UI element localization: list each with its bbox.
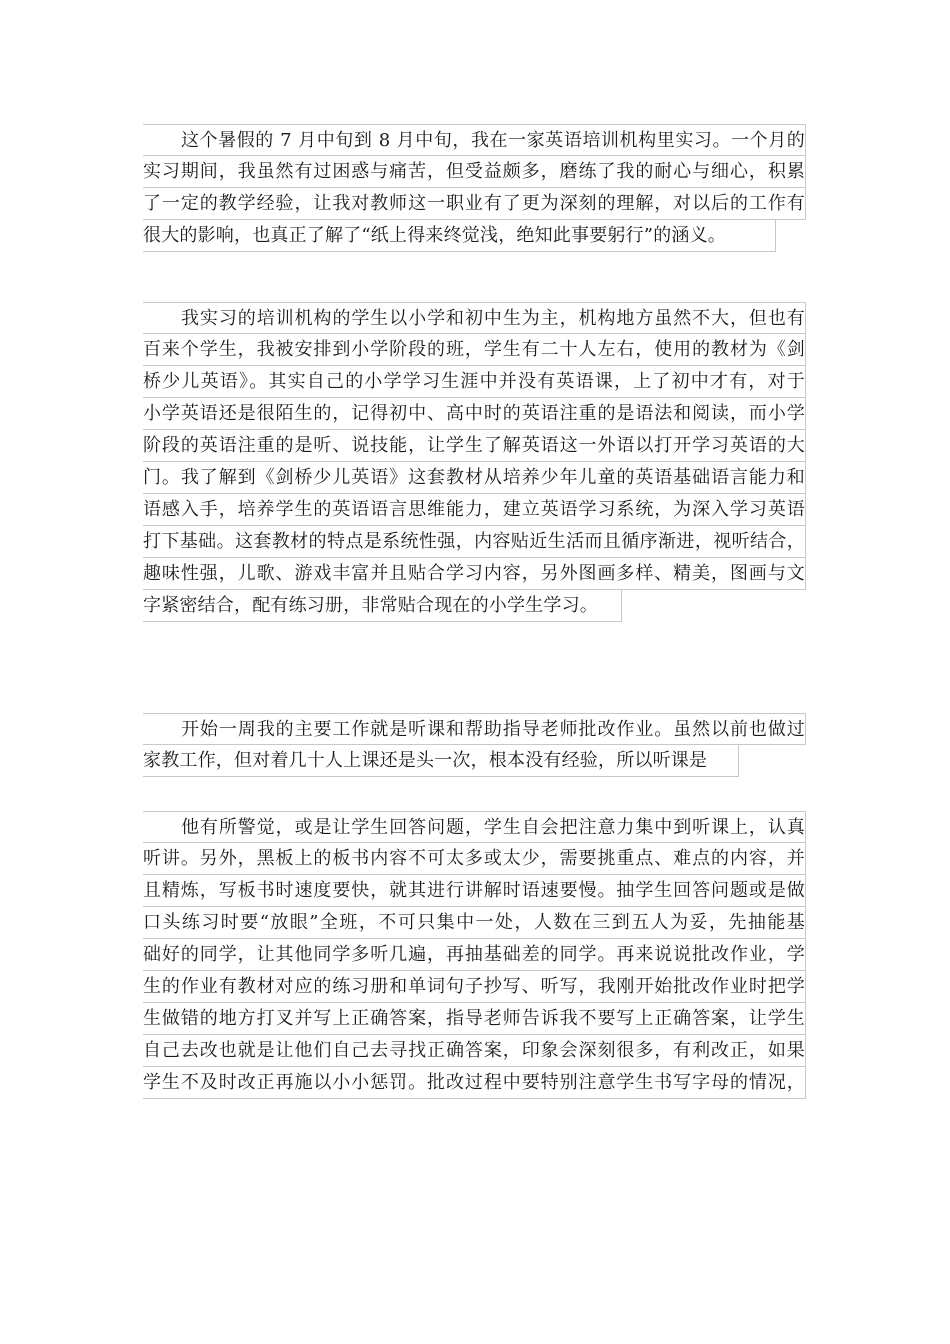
- text-line: 打下基础。这套教材的特点是系统性强，内容贴近生活而且循序渐进，视听结合，: [143, 526, 806, 558]
- text-line: 很大的影响，也真正了解了“纸上得来终觉浅，绝知此事要躬行”的涵义。: [143, 220, 776, 252]
- text-line: 听讲。另外，黑板上的板书内容不可太多或太少，需要挑重点、难点的内容，并: [143, 843, 806, 875]
- text-line: 且精炼，写板书时速度要快，就其进行讲解时语速要慢。抽学生回答问题或是做: [143, 875, 806, 907]
- text-line: 生做错的地方打叉并写上正确答案，指导老师告诉我不要写上正确答案，让学生: [143, 1003, 806, 1035]
- text-line: 字紧密结合，配有练习册，非常贴合现在的小学生学习。: [143, 590, 622, 622]
- text-line: 桥少儿英语》。其实自己的小学学习生涯中并没有英语课，上了初中才有，对于: [143, 366, 806, 398]
- text-line: 阶段的英语注重的是听、说技能，让学生了解英语这一外语以打开学习英语的大: [143, 430, 806, 462]
- text-line: 他有所警觉，或是让学生回答问题，学生自会把注意力集中到听课上，认真: [143, 811, 806, 843]
- text-line: 口头练习时要“放眼”全班，不可只集中一处，人数在三到五人为妥，先抽能基: [143, 907, 806, 939]
- text-line: 础好的同学，让其他同学多听几遍，再抽基础差的同学。再来说说批改作业，学: [143, 939, 806, 971]
- paragraph-4: [143, 811, 806, 1099]
- text-line: 学生不及时改正再施以小小惩罚。批改过程中要特别注意学生书写字母的情况，: [143, 1067, 806, 1099]
- text-line: 门。我了解到《剑桥少儿英语》这套教材从培养少年儿童的英语基础语言能力和: [143, 462, 806, 494]
- text-line: 实习期间，我虽然有过困惑与痛苦，但受益颇多，磨练了我的耐心与细心，积累: [143, 156, 806, 188]
- text-line: 开始一周我的主要工作就是听课和帮助指导老师批改作业。虽然以前也做过: [143, 713, 806, 745]
- text-line: 我实习的培训机构的学生以小学和初中生为主，机构地方虽然不大，但也有: [143, 302, 806, 334]
- text-line: 小学英语还是很陌生的，记得初中、高中时的英语注重的是语法和阅读，而小学: [143, 398, 806, 430]
- text-line: 语感入手，培养学生的英语语言思维能力，建立英语学习系统，为深入学习英语: [143, 494, 806, 526]
- text-line: 百来个学生，我被安排到小学阶段的班，学生有二十人左右，使用的教材为《剑: [143, 334, 806, 366]
- text-line: 自己去改也就是让他们自己去寻找正确答案，印象会深刻很多，有利改正，如果: [143, 1035, 806, 1067]
- paragraph-3: [143, 713, 806, 777]
- text-line: 了一定的教学经验，让我对教师这一职业有了更为深刻的理解，对以后的工作有: [143, 188, 806, 220]
- text-line: 趣味性强，儿歌、游戏丰富并且贴合学习内容，另外图画多样、精美，图画与文: [143, 558, 806, 590]
- paragraph-2: [143, 302, 806, 622]
- paragraph-1: [143, 124, 806, 252]
- text-line: 家教工作，但对着几十人上课还是头一次，根本没有经验，所以听课是: [143, 745, 739, 777]
- text-line: 生的作业有教材对应的练习册和单词句子抄写、听写，我刚开始批改作业时把学: [143, 971, 806, 1003]
- text-line: 这个暑假的 7 月中旬到 8 月中旬，我在一家英语培训机构里实习。一个月的: [143, 124, 806, 156]
